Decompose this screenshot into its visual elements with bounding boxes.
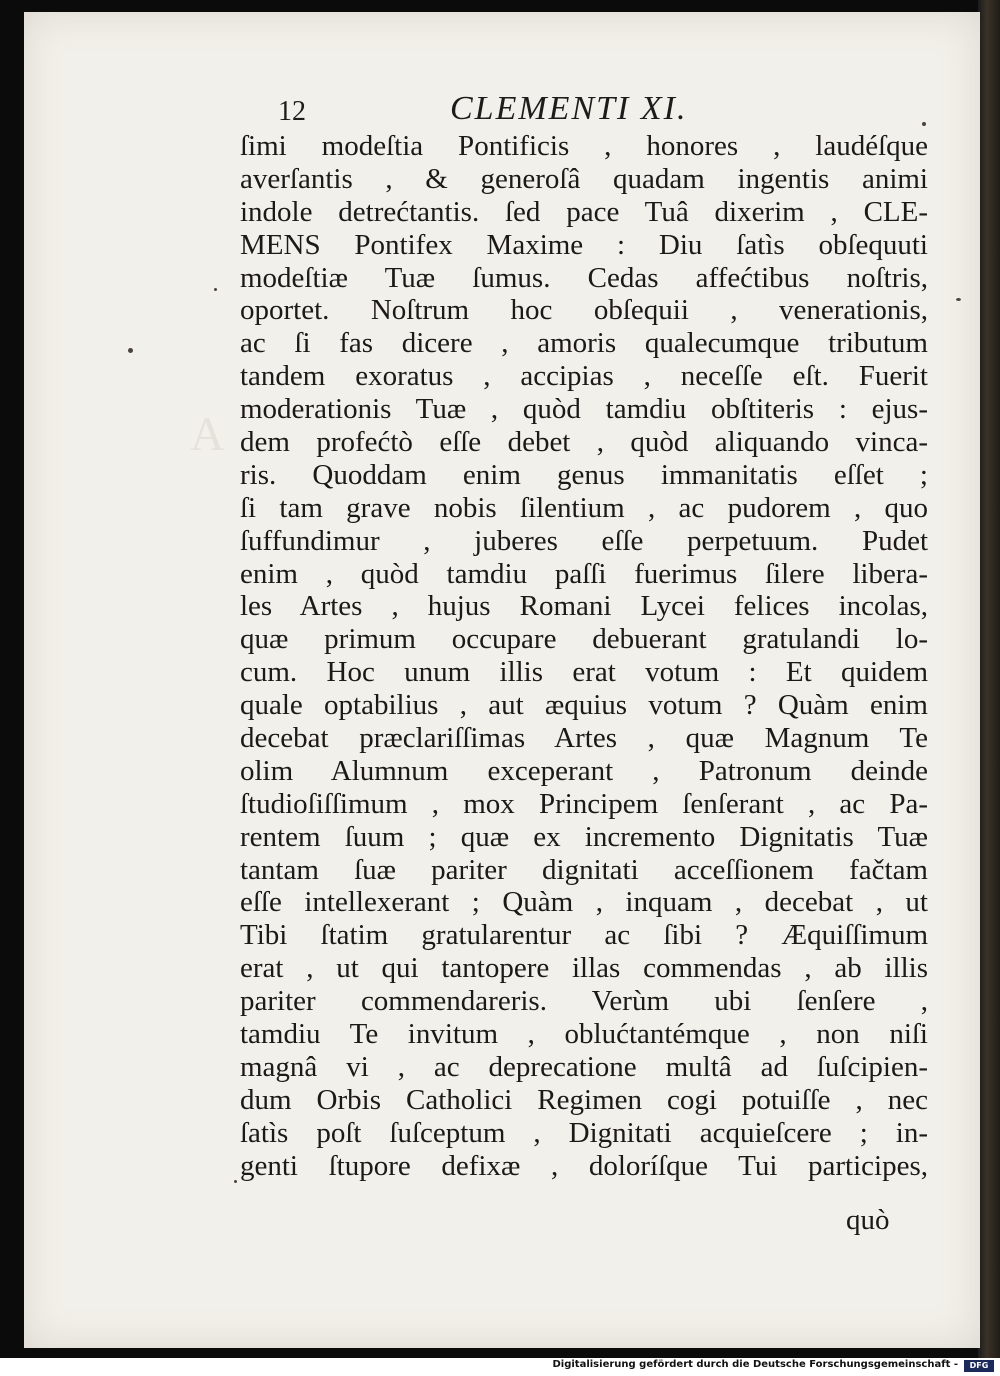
catchword: quò (846, 1204, 890, 1236)
funding-credit: Digitalisierung gefördert durch die Deutsche Forschungsgemeinschaft - (552, 1359, 958, 1370)
text-line: cum. Hoc unum illis erat votum : Et quidem (240, 656, 928, 689)
page-edge (978, 0, 1000, 1358)
running-head: CLEMENTI XI. (450, 90, 688, 127)
text-line: rentem ſuum ; quæ ex incremento Dignitatis Tuæ (240, 820, 928, 853)
text-line: Tibi ſtatim gratularentur ac ſibi ? Æquiſſimum (240, 919, 928, 952)
text-line: tamdiu Te invitum , oblućtantémque , non niſi (240, 1018, 928, 1051)
text-line: enim , quòd tamdiu paſſi fuerimus ſilere libera- (240, 557, 928, 590)
text-line: tantam ſuæ pariter dignitati acceſſionem fačtam (240, 853, 928, 886)
text-line: olim Alumnum exceperant , Patronum deinde (240, 754, 928, 787)
book-page (24, 12, 980, 1348)
paper-speck (922, 122, 926, 126)
text-line: dem profećtò eſſe debet , quòd aliquando vinca- (240, 426, 928, 459)
text-line: ſi tam grave nobis ſilentium , ac pudorem , quo (240, 491, 928, 524)
text-line: pariter commendareris. Verùm ubi ſenſere , (240, 985, 928, 1018)
text-line: ac ſi fas dicere , amoris qualecumque tributum (240, 327, 928, 360)
paper-speck (234, 1180, 237, 1183)
paper-speck (214, 288, 217, 291)
text-line: decebat præclariſſimas Artes , quæ Magnum Te (240, 722, 928, 755)
text-line: oportet. Noſtrum hoc obſequii , venerationis, (240, 294, 928, 327)
digitization-footer (0, 1358, 1000, 1376)
text-line: erat , ut qui tantopere illas commendas , ab illis (240, 952, 928, 985)
text-line: eſſe intellexerant ; Quàm , inquam , decebat , ut (240, 886, 928, 919)
dfg-logo: DFG (964, 1360, 994, 1372)
paper-speck (956, 298, 961, 301)
text-line: ris. Quoddam enim genus immanitatis eſſet ; (240, 458, 928, 491)
text-line: ſatìs poſt ſuſceptum , Dignitati acquieſcere ; in- (240, 1116, 928, 1149)
text-line: ſtudioſiſſimum , mox Principem ſenſerant , ac Pa- (240, 787, 928, 820)
text-line: moderationis Tuæ , quòd tamdiu obſtiteris : ejus- (240, 393, 928, 426)
text-line: ſuffundimur , juberes eſſe perpetuum. Pudet (240, 524, 928, 557)
text-line: indole detrećtantis. ſed pace Tuâ dixerim , CLE- (240, 195, 928, 228)
text-line: quale optabilius , aut æquius votum ? Quàm enim (240, 689, 928, 722)
text-line: modeſtiæ Tuæ ſumus. Cedas affećtibus noſtris, (240, 261, 928, 294)
body-text (240, 130, 928, 1183)
show-through-mark: A (190, 408, 225, 461)
text-line: averſantis , & generoſâ quadam ingentis animi (240, 162, 928, 195)
text-line: MENS Pontifex Maxime : Diu ſatìs obſequuti (240, 228, 928, 261)
paper-speck (128, 348, 133, 353)
text-line: tandem exoratus , accipias , neceſſe eſt. Fuerit (240, 360, 928, 393)
text-line: ſimi modeſtia Pontificis , honores , laudéſque (240, 130, 928, 162)
text-line: quæ primum occupare debuerant gratulandi lo- (240, 623, 928, 656)
text-line: les Artes , hujus Romani Lycei felices incolas, (240, 590, 928, 623)
page-number: 12 (278, 96, 306, 127)
text-line: magnâ vi , ac deprecatione multâ ad ſuſcipien- (240, 1050, 928, 1083)
text-line: genti ſtupore defixæ , doloríſque Tui participes, (240, 1149, 928, 1182)
text-line: dum Orbis Catholici Regimen cogi potuiſſe , nec (240, 1083, 928, 1116)
